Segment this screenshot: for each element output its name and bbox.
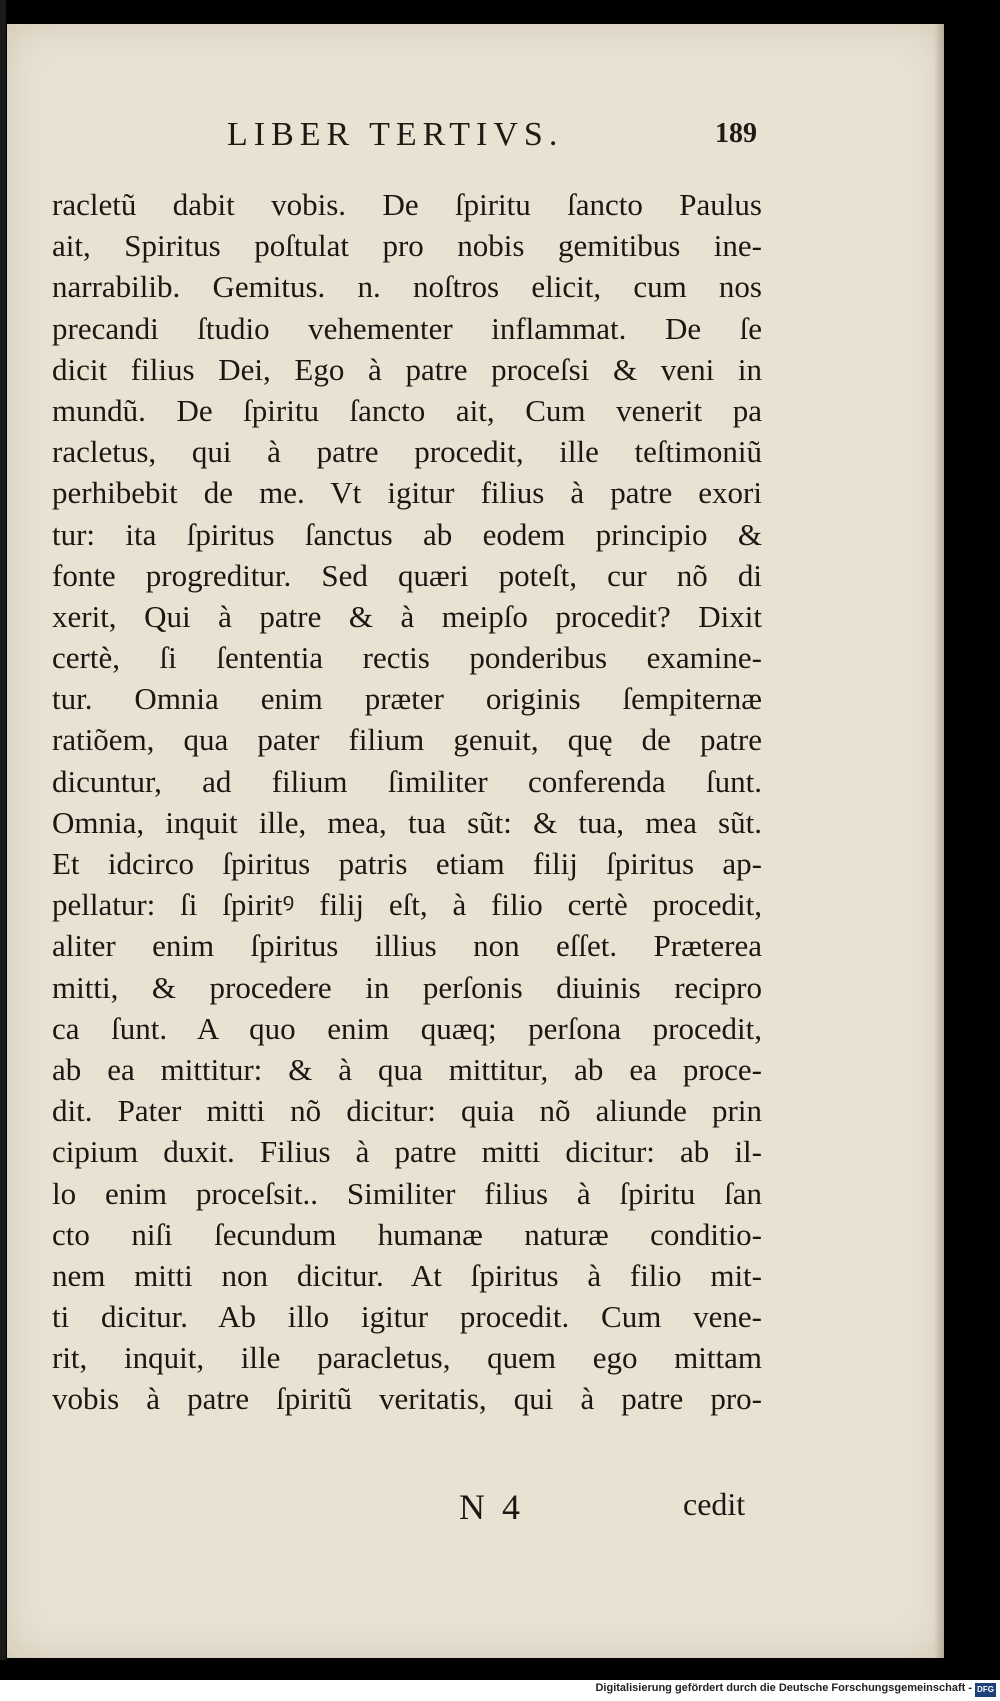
text-line: ab ea mittitur: & à qua mittitur, ab ea proce-	[52, 1051, 762, 1087]
catchword: cedit	[683, 1486, 746, 1522]
scan-gutter	[0, 0, 6, 1660]
text-line: dicit filius Dei, Ego à patre proceſsi & veni in	[52, 351, 762, 387]
text-line: racletus, qui à patre procedit, ille teſtimoniũ	[52, 434, 762, 470]
text-line: tur. Omnia enim præter originis ſempiternæ	[52, 681, 762, 717]
text-line: dicuntur, ad filium ſimiliter conferenda ſunt.	[52, 763, 762, 799]
page-number: 189	[715, 118, 757, 149]
page-footer	[7, 1486, 944, 1536]
text-line: aliter enim ſpiritus illius non eſſet. Præterea	[52, 928, 762, 964]
text-line: rit, inquit, ille paracletus, quem ego mittam	[52, 1340, 762, 1376]
text-line: mundũ. De ſpiritu ſancto ait, Cum venerit pa	[52, 392, 762, 428]
text-line: certè, ſi ſententia rectis ponderibus examine-	[52, 640, 762, 676]
signature-mark: N 4	[459, 1487, 524, 1527]
text-line: mitti, & procedere in perſonis diuinis recipro	[52, 969, 762, 1005]
text-line: xerit, Qui à patre & à meipſo procedit? Dixit	[52, 598, 762, 634]
funding-credit: Digitalisierung gefördert durch die Deutsche Forschungsgemeinschaft -	[595, 1682, 972, 1694]
running-head: LIBER TERTIVS.	[227, 116, 564, 153]
text-line: precandi ſtudio vehementer inflammat. De ſe	[52, 310, 762, 346]
dfg-logo-icon: DFG	[975, 1683, 996, 1697]
text-line: lo enim proceſsit.. Similiter filius à ſpiritu ſan	[52, 1175, 762, 1211]
text-line: dit. Pater mitti nõ dicitur: quia nõ aliunde prin	[52, 1093, 762, 1129]
text-line: ratiõem, qua pater filium genuit, quę de patre	[52, 722, 762, 758]
text-line: pellatur: ſi ſpiritꝰ filij eſt, à filio certè procedit,	[52, 887, 762, 923]
text-line: ti dicitur. Ab illo igitur procedit. Cum vene-	[52, 1299, 762, 1335]
text-line: perhibebit de me. Vt igitur filius à patre exori	[52, 475, 762, 511]
text-line: ait, Spiritus poſtulat pro nobis gemitibus ine-	[52, 228, 762, 264]
text-line: fonte progreditur. Sed quæri poteſt, cur nõ di	[52, 557, 762, 593]
text-line: ca ſunt. A quo enim quæq; perſona procedit,	[52, 1010, 762, 1046]
credit-bar	[0, 1680, 1000, 1701]
text-line: cto niſi ſecundum humanæ naturæ conditio-	[52, 1216, 762, 1252]
text-line: vobis à patre ſpiritũ veritatis, qui à patre pro-	[52, 1381, 762, 1417]
book-page	[7, 24, 944, 1658]
text-line: tur: ita ſpiritus ſanctus ab eodem principio &	[52, 516, 762, 552]
text-line: Et idcirco ſpiritus patris etiam filij ſpiritus ap-	[52, 846, 762, 881]
text-line: nem mitti non dicitur. At ſpiritus à filio mit-	[52, 1257, 762, 1293]
page-header	[7, 116, 944, 166]
text-line: racletũ dabit vobis. De ſpiritu ſancto Paulus	[52, 187, 762, 222]
text-line: narrabilib. Gemitus. n. noſtros elicit, cum nos	[52, 269, 762, 305]
text-line: cipium duxit. Filius à patre mitti dicitur: ab il-	[52, 1134, 762, 1170]
text-line: Omnia, inquit ille, mea, tua sũt: & tua, mea sũt.	[52, 804, 762, 840]
text-block	[52, 184, 762, 1420]
